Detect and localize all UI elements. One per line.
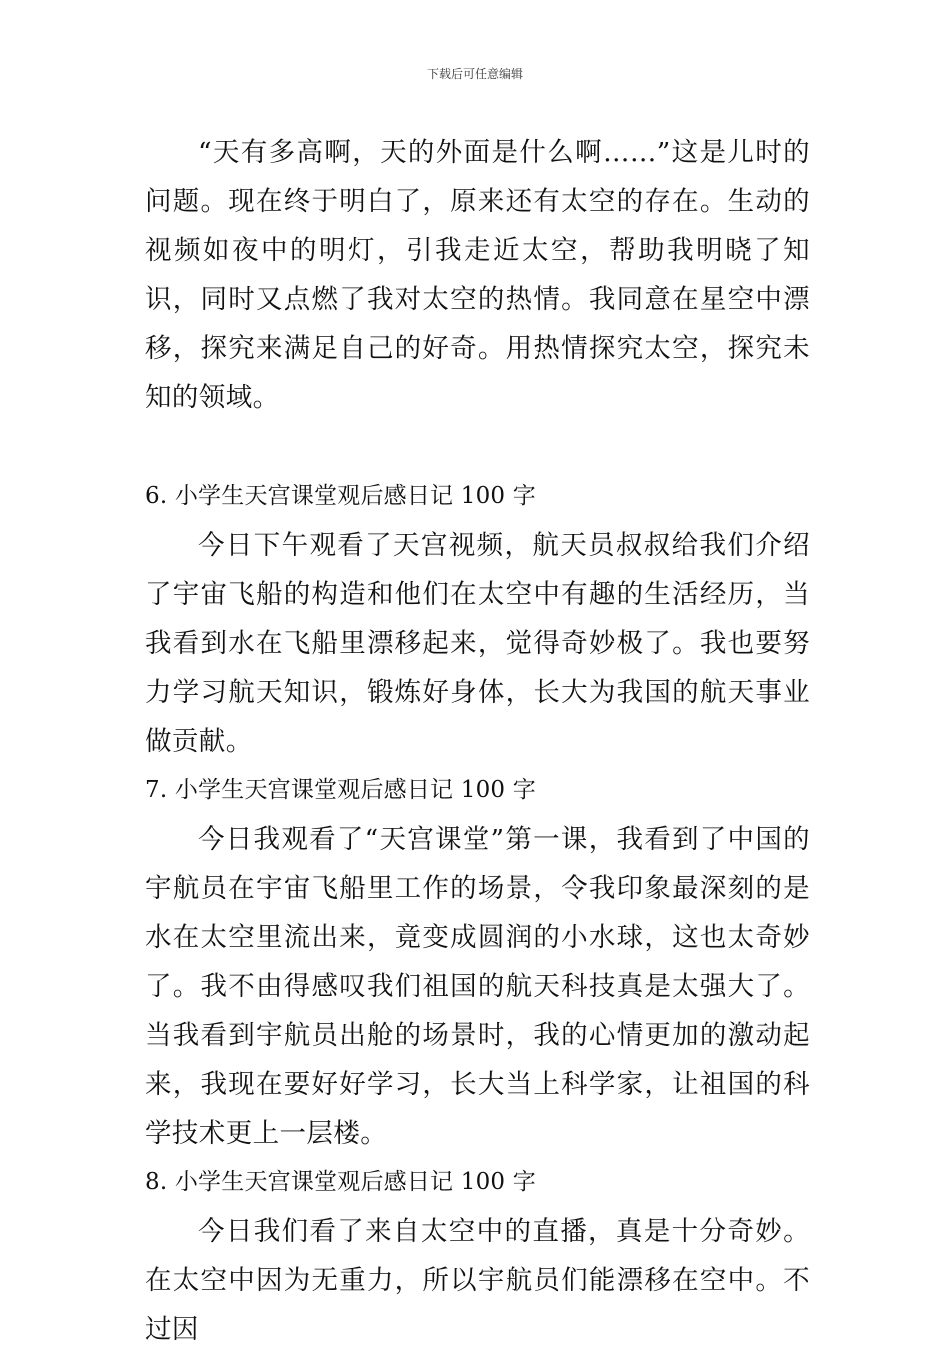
- section-gap: [145, 422, 810, 472]
- section-6-paragraph: 今日下午观看了天宫视频，航天员叔叔给我们介绍了宇宙飞船的构造和他们在太空中有趣的生活经历，当我看到水在飞船里漂移起来，觉得奇妙极了。我也要努力学习航天知识，锻炼好身体，长大为我国的航天事业做贡献。: [145, 530, 810, 757]
- document-body: [145, 128, 810, 1354]
- section-8-paragraph: 今日我们看了来自太空中的直播，真是十分奇妙。在太空中因为无重力，所以宇航员们能漂移在空中。不过因: [145, 1216, 810, 1345]
- section-6-heading: 6. 小学生天宫课堂观后感日记 100 字: [145, 483, 536, 509]
- intro-paragraph: “天有多高啊，天的外面是什么啊……”这是儿时的问题。现在终于明白了，原来还有太空的存在。生动的视频如夜中的明灯，引我走近太空，帮助我明晓了知识，同时又点燃了我对太空的热情。我同意在星空中漂移，探究来满足自己的好奇。用热情探究太空，探究未知的领域。: [145, 137, 810, 413]
- section-7-heading: 7. 小学生天宫课堂观后感日记 100 字: [145, 777, 536, 803]
- page-header-note: 下载后可任意编辑: [426, 67, 523, 81]
- section-7-paragraph: 今日我观看了“天宫课堂”第一课，我看到了中国的宇航员在宇宙飞船里工作的场景，令我印象最深刻的是水在太空里流出来，竟变成圆润的小水球，这也太奇妙了。我不由得感叹我们祖国的航天科技真是太强大了。当我看到宇航员出舱的场景时，我的心情更加的激动起来，我现在要好好学习，长大当上科学家，让祖国的科学技术更上一层楼。: [145, 824, 810, 1149]
- section-8-heading: 8. 小学生天宫课堂观后感日记 100 字: [145, 1169, 536, 1195]
